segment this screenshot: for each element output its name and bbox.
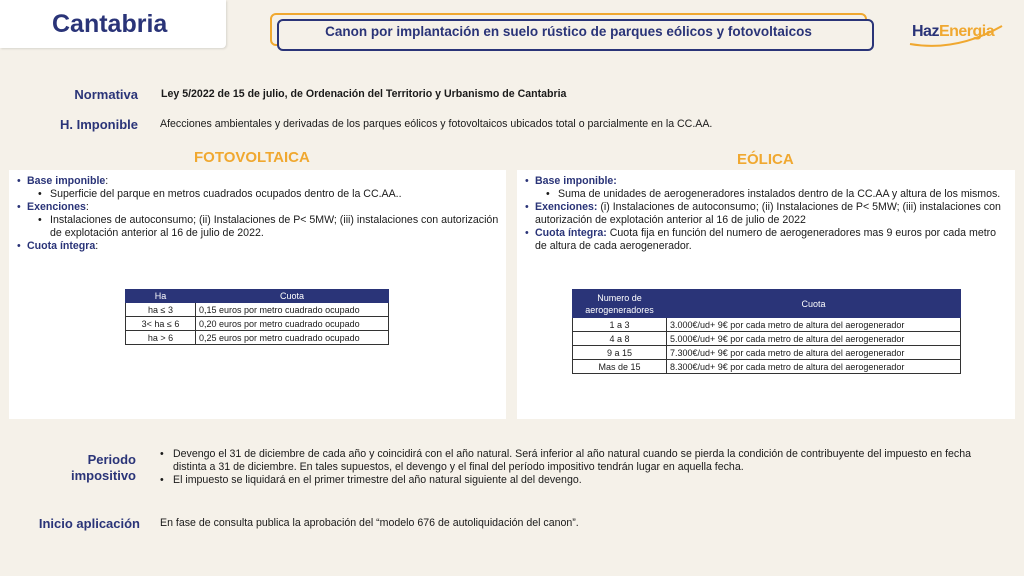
periodo-item-2: • El impuesto se liquidará en el primer trimestre del año natural siguiente al del devengo. [158, 474, 1004, 487]
eo-table-header-row [573, 290, 961, 318]
region-title-tab [0, 0, 226, 48]
inicio-value: En fase de consulta publica la aprobación del “modelo 676 de autoliquidación del canon”. [160, 517, 579, 529]
fv-base-item [14, 175, 499, 188]
fv-row3-ha: ha > 6 [126, 331, 196, 345]
periodo-item-1: • Devengo el 31 de diciembre de cada año y coincidirá con el año natural. Será inferior al año natural cuando se pierda la condición de contribuyente del impuesto en fecha distinta a 31 de diciembre. En tales supuestos, el devengo y el final del período impositivo tendrán lugar en aquella fecha. [158, 448, 1004, 474]
logo-part-haz: Haz [912, 23, 939, 40]
banner-title: Canon por implantación en suelo rústico de parques eólicos y fotovoltaicos [325, 24, 812, 39]
fv-cuota-item [14, 240, 499, 253]
fv-row2-ha: 3< ha ≤ 6 [126, 317, 196, 331]
fv-table-header-ha: Ha [126, 290, 196, 303]
eo-cuota-key: Cuota íntegra: [535, 227, 607, 239]
fv-exenciones-subitem: • Instalaciones de autoconsumo; (ii) Instalaciones de P< 5MW; (iii) instalaciones con autorización de explotación anterior al 16 de julio de 2022. [14, 214, 499, 240]
fv-table-header-cuota: Cuota [196, 290, 389, 303]
eolica-title: EÓLICA [737, 151, 794, 168]
logo-wordmark [912, 23, 994, 41]
eo-row1-num: 1 a 3 [573, 318, 667, 332]
eo-cuota-text: Cuota fija en función del numero de aerogeneradores mas 9 euros por cada metro de altura de cada aerogenerador. [535, 227, 997, 252]
fv-table-header-row [126, 290, 389, 303]
fv-row2-cuota: 0,20 euros por metro cuadrado ocupado [196, 317, 389, 331]
table-row [573, 318, 961, 332]
fv-base-colon: : [105, 175, 109, 187]
eo-row4-cuota: 8.300€/ud+ 9€ por cada metro de altura del aerogenerador [667, 360, 961, 374]
fv-base-key: Base imponible [27, 175, 106, 187]
fotovoltaica-list [14, 175, 499, 253]
periodo-label [40, 452, 136, 484]
normativa-value: Ley 5/2022 de 15 de julio, de Ordenación del Territorio y Urbanismo de Cantabria [161, 88, 567, 100]
logo-part-energia: Energia [938, 23, 995, 40]
eo-cuota-item [522, 227, 1008, 253]
fv-exenciones-key: Exenciones [27, 201, 86, 213]
fv-row1-cuota: 0,15 euros por metro cuadrado ocupado [196, 303, 389, 317]
fotovoltaica-title: FOTOVOLTAICA [194, 149, 310, 166]
table-row [126, 317, 389, 331]
table-row [126, 331, 389, 345]
eo-row4-num: Mas de 15 [573, 360, 667, 374]
eo-row3-num: 9 a 15 [573, 346, 667, 360]
table-row [126, 303, 389, 317]
fv-exenciones-colon: : [85, 201, 89, 213]
eo-row3-cuota: 7.300€/ud+ 9€ por cada metro de altura del aerogenerador [667, 346, 961, 360]
table-row [573, 346, 961, 360]
table-row [573, 332, 961, 346]
fv-row1-ha: ha ≤ 3 [126, 303, 196, 317]
fv-cuota-key: Cuota íntegra [27, 240, 96, 252]
eo-base-subitem: • Suma de unidades de aerogeneradores instalados dentro de la CC.AA y altura de los mismos. [522, 188, 1008, 201]
table-row [573, 360, 961, 374]
eo-base-item [522, 175, 1008, 188]
eo-table-header-numero: Numero de aerogeneradores [573, 290, 667, 318]
eo-row2-cuota: 5.000€/ud+ 9€ por cada metro de altura del aerogenerador [667, 332, 961, 346]
periodo-label-line1: Periodo [87, 452, 136, 467]
periodo-list [158, 448, 1004, 487]
normativa-label: Normativa [74, 87, 138, 102]
eolica-table [572, 289, 961, 374]
eo-exenciones-text: (i) Instalaciones de autoconsumo; (ii) Instalaciones de P< 5MW; (iii) instalaciones con autorización de explotación anterior al 16 de julio de 2022 [535, 201, 1001, 226]
fv-base-subitem: • Superficie del parque en metros cuadrados ocupados dentro de la CC.AA.. [14, 188, 499, 201]
eo-exenciones-key: Exenciones: [535, 201, 598, 213]
eolica-list [522, 175, 1008, 253]
fv-cuota-colon: : [95, 240, 99, 252]
eo-row1-cuota: 3.000€/ud+ 9€ por cada metro de altura del aerogenerador [667, 318, 961, 332]
fv-row3-cuota: 0,25 euros por metro cuadrado ocupado [196, 331, 389, 345]
fotovoltaica-table [125, 289, 389, 345]
imponible-value: Afecciones ambientales y derivadas de los parques eólicos y fotovoltaicos ubicados total o parcialmente en la CC.AA. [160, 118, 713, 130]
eo-row2-num: 4 a 8 [573, 332, 667, 346]
eo-table-header-cuota: Cuota [667, 290, 961, 318]
periodo-label-line2: impositivo [70, 468, 136, 483]
imponible-label: H. Imponible [60, 117, 138, 132]
eo-exenciones-item [522, 201, 1008, 227]
region-title: Cantabria [52, 10, 168, 38]
inicio-label: Inicio aplicación [38, 516, 140, 531]
fv-exenciones-item [14, 201, 499, 214]
eo-base-key: Base imponible: [535, 175, 617, 187]
